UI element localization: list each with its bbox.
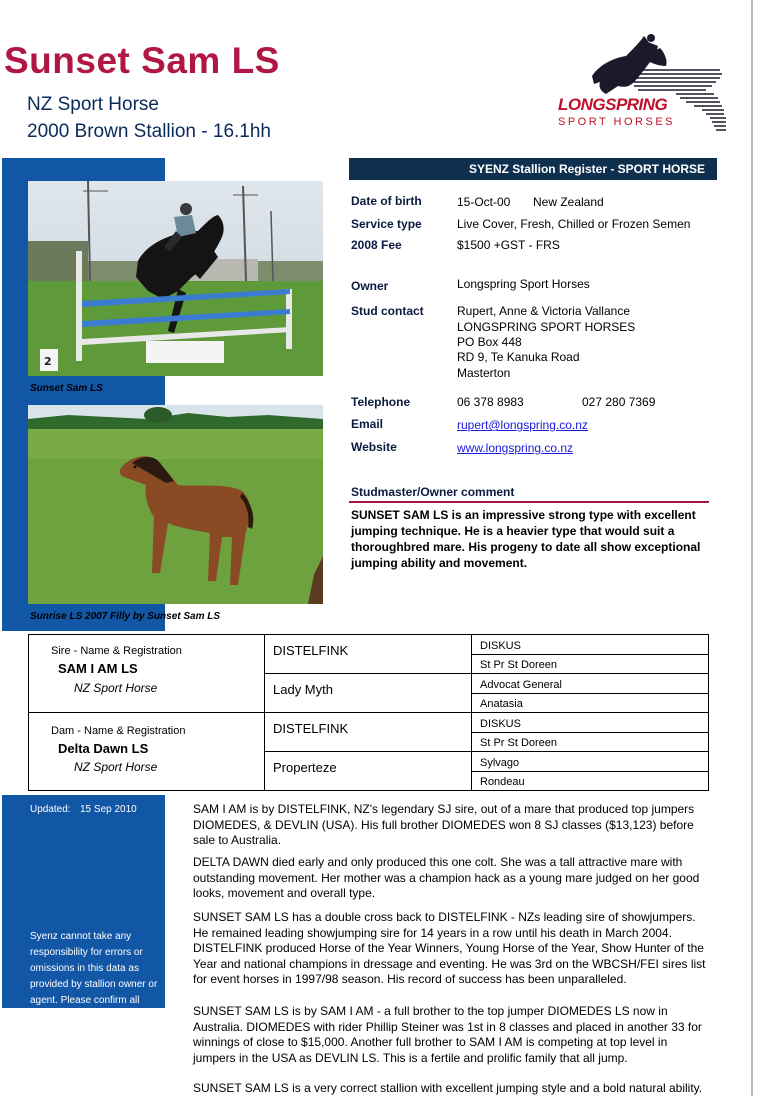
- register-band: SYENZ Stallion Register - SPORT HORSE: [349, 158, 717, 180]
- email-label: Email: [351, 417, 384, 431]
- page-title: Sunset Sam LS: [4, 40, 280, 81]
- comment-divider: [349, 501, 709, 503]
- dam-breed: NZ Sport Horse: [74, 760, 158, 774]
- website-link[interactable]: www.longspring.co.nz: [457, 441, 574, 455]
- description-subtitle: 2000 Brown Stallion - 16.1hh: [27, 121, 271, 142]
- dob-country: New Zealand: [533, 195, 604, 209]
- paragraph: SUNSET SAM LS is a very correct stallion with excellent jumping style and a bold natural ability.: [193, 1081, 703, 1095]
- fee-label: 2008 Fee: [351, 238, 402, 252]
- service-value: Live Cover, Fresh, Chilled or Frozen Semen: [457, 217, 691, 231]
- gp-name: Anatasia: [480, 698, 523, 710]
- stud-line: Rupert, Anne & Victoria Vallance: [457, 304, 630, 318]
- logo-wordmark: LONGSPRING: [558, 95, 668, 114]
- photo-caption-filly: Sunrise LS 2007 Filly by Sunset Sam LS: [30, 611, 221, 622]
- photo-caption-stallion: Sunset Sam LS: [30, 383, 103, 394]
- gp-name: Advocat General: [480, 679, 562, 691]
- logo-subtitle: SPORT HORSES: [558, 116, 676, 128]
- fee-value: $1500 +GST - FRS: [457, 238, 560, 252]
- dam-sire-name: DISTELFINK: [273, 721, 349, 736]
- phone-value-1: 06 378 8983: [457, 395, 524, 409]
- stud-line: RD 9, Te Kanuka Road: [457, 350, 580, 364]
- dam-caption: Dam - Name & Registration: [51, 725, 186, 737]
- paragraph: DELTA DAWN died early and only produced this one colt. She was a tall attractive mare with outstanding movement. Her mother was a champion hack as a young mare judged on her good looks, movement and overall type.: [193, 855, 700, 900]
- service-label: Service type: [351, 217, 422, 231]
- breed-subtitle: NZ Sport Horse: [27, 94, 159, 115]
- updated-label: Updated:: [30, 804, 71, 815]
- svg-text:2: 2: [44, 355, 52, 368]
- gp-name: St Pr St Doreen: [480, 659, 558, 671]
- dob-label: Date of birth: [351, 194, 422, 208]
- owner-label: Owner: [351, 279, 389, 293]
- gp-name: Sylvago: [480, 757, 520, 769]
- gp-name: St Pr St Doreen: [480, 737, 558, 749]
- email-link[interactable]: rupert@longspring.co.nz: [457, 418, 588, 432]
- sire-breed: NZ Sport Horse: [74, 681, 158, 695]
- stud-label: Stud contact: [351, 304, 424, 318]
- gp-name: DISKUS: [480, 640, 521, 652]
- updated-date: 15 Sep 2010: [80, 804, 137, 815]
- gp-name: Rondeau: [480, 776, 525, 788]
- dob-value: 15-Oct-00: [457, 195, 511, 209]
- dam-dam-name: Properteze: [273, 760, 337, 775]
- phone-label: Telephone: [351, 395, 411, 409]
- paragraph: SAM I AM is by DISTELFINK, NZ's legendary SJ sire, out of a mare that produced top jumpers DIOMEDES, & DEVLIN (USA). His full brother DIOMEDES won 8 SJ classes ($13,123) before sale to Australia.: [193, 802, 695, 847]
- disclaimer-text: Syenz cannot take any responsibility for errors or omissions in this data as provided by stallion owner or agent. Please confirm all: [30, 931, 158, 1006]
- stud-line: PO Box 448: [457, 335, 522, 349]
- photo-stallion-jumping: [28, 181, 323, 376]
- paragraph: SUNSET SAM LS is by SAM I AM - a full brother to the top jumper DIOMEDES LS now in Australia. DIOMEDES with rider Phillip Steiner was 1st in 8 classes and placed in another 33 for winnings of close to $15,000. Another full brother to SAM I AM is competing at top level in jumpers in the USA as DEVLIN LS. This is a fertile and prolific family that all jump.: [193, 1004, 702, 1065]
- stud-line: Masterton: [457, 366, 511, 380]
- page-edge-line: [751, 0, 753, 1096]
- stud-line: LONGSPRING SPORT HORSES: [457, 320, 636, 334]
- sire-caption: Sire - Name & Registration: [51, 645, 182, 657]
- comment-title: Studmaster/Owner comment: [351, 485, 515, 499]
- sire-dam-name: Lady Myth: [273, 682, 333, 697]
- comment-text: SUNSET SAM LS is an impressive strong type with excellent jumping technique. He is a heavier type that would suit a thoroughbred mare. His progeny to date all show exceptional jumping ability and movement.: [351, 508, 701, 570]
- paragraph: SUNSET SAM LS has a double cross back to DISTELFINK - NZs leading sire of showjumpers. He remained leading showjumping sire for 14 years in a row until his death in March 2004. DISTELFINK produced Horse of the Year Winners, Young Horse of the Year, Show Hunter of the Year and national champions in dressage and eventing. He was 3rd on the WBCSH/FEI sires list for event horses in 1997/98 season. His record of success has been unparalleled.: [193, 910, 706, 986]
- owner-value: Longspring Sport Horses: [457, 277, 590, 291]
- dam-name: Delta Dawn LS: [58, 741, 149, 756]
- gp-name: DISKUS: [480, 718, 521, 730]
- phone-value-2: 027 280 7369: [582, 395, 656, 409]
- sire-name: SAM I AM LS: [58, 661, 138, 676]
- sire-sire-name: DISTELFINK: [273, 643, 349, 658]
- photo-filly-paddock: [28, 405, 323, 604]
- website-label: Website: [351, 440, 397, 454]
